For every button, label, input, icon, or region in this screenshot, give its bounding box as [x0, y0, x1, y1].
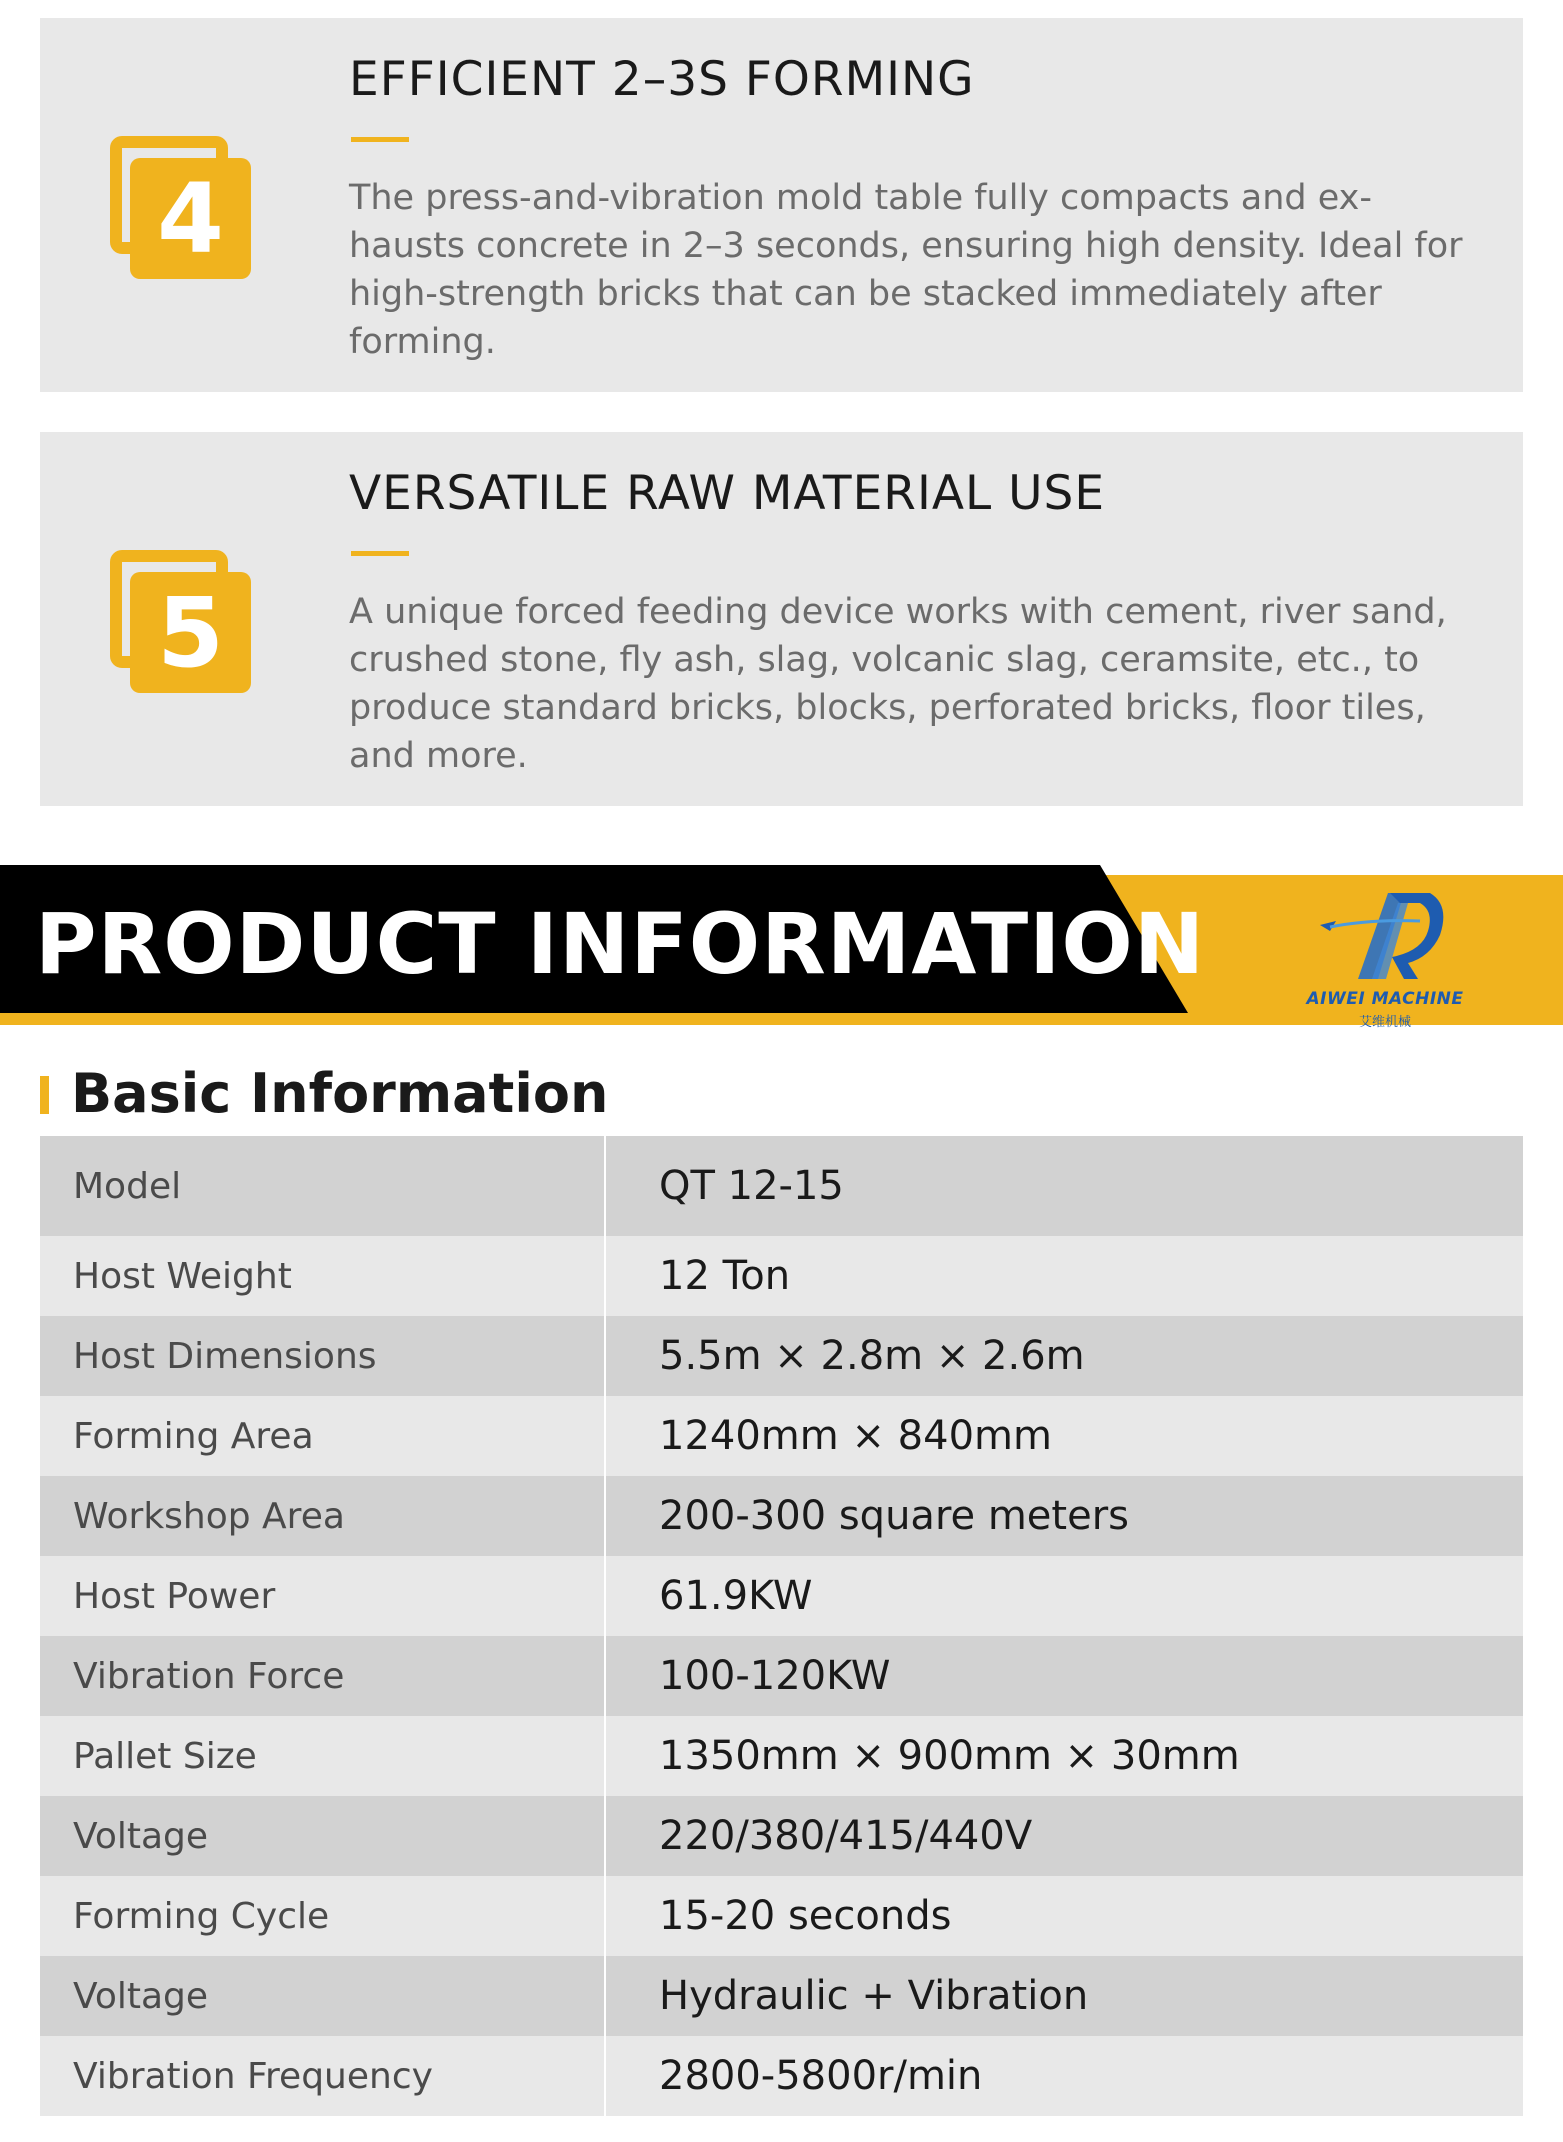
table-row: [40, 1716, 1523, 1796]
table-row: [40, 2036, 1523, 2116]
spec-label: Voltage: [73, 1815, 209, 1857]
spec-label: Forming Area: [73, 1415, 314, 1457]
spec-label: Host Power: [73, 1575, 276, 1617]
spec-value: 1240mm × 840mm: [659, 1413, 1052, 1459]
section-accent-bar: [40, 1076, 49, 1114]
feature-title: EFFICIENT 2–3S FORMING: [349, 52, 975, 107]
title-underline: [351, 551, 409, 556]
table-row: [40, 1476, 1523, 1556]
spec-value: 100-120KW: [659, 1653, 891, 1699]
table-row: [40, 1396, 1523, 1476]
spec-value: 1350mm × 900mm × 30mm: [659, 1733, 1240, 1779]
number-badge-icon: [110, 136, 255, 281]
spec-value: Hydraulic + Vibration: [659, 1973, 1089, 2019]
company-logo: [1300, 885, 1480, 1029]
table-row: [40, 1636, 1523, 1716]
spec-value: QT 12-15: [659, 1163, 844, 1209]
spec-label: Vibration Force: [73, 1655, 345, 1697]
spec-value: 200-300 square meters: [659, 1493, 1129, 1539]
product-info-banner: [0, 865, 1563, 1029]
logo-subtext: 艾维机械: [1358, 1014, 1411, 1029]
feature-description: [349, 588, 1469, 780]
table-row: [40, 1956, 1523, 2036]
spec-label: Voltage: [73, 1975, 209, 2017]
feature-description: [349, 174, 1469, 366]
table-row: [40, 1136, 1523, 1236]
feature-card-5: [40, 432, 1523, 806]
spec-value: 2800-5800r/min: [659, 2053, 983, 2099]
feature-number: 5: [130, 572, 251, 693]
spec-label: Pallet Size: [73, 1735, 257, 1777]
spec-table: [40, 1136, 1523, 2116]
title-underline: [351, 137, 409, 142]
table-row: [40, 1316, 1523, 1396]
spec-label: Vibration Frequency: [73, 2055, 433, 2097]
description-line: produce standard bricks, blocks, perforated bricks, floor tiles,: [349, 688, 1426, 728]
spec-label: Host Dimensions: [73, 1335, 377, 1377]
description-line: hausts concrete in 2–3 seconds, ensuring high density. Ideal for: [349, 226, 1463, 266]
number-badge-icon: [110, 550, 255, 695]
description-line: high-strength bricks that can be stacked immediately after: [349, 274, 1382, 314]
section-title: Basic Information: [71, 1062, 609, 1125]
spec-label: Host Weight: [73, 1255, 292, 1297]
spec-label: Model: [73, 1165, 182, 1207]
spec-value: 15-20 seconds: [659, 1893, 952, 1939]
spec-value: 12 Ton: [659, 1253, 791, 1299]
spec-value: 61.9KW: [659, 1573, 813, 1619]
feature-number: 4: [130, 158, 251, 279]
spec-value: 5.5m × 2.8m × 2.6m: [659, 1333, 1085, 1379]
table-row: [40, 1556, 1523, 1636]
logo-mark-icon: [1300, 885, 1480, 989]
feature-card-4: [40, 18, 1523, 392]
table-row: [40, 1876, 1523, 1956]
logo-text: AIWEI MACHINE: [1306, 989, 1464, 1009]
description-line: and more.: [349, 736, 528, 776]
table-row: [40, 1236, 1523, 1316]
feature-title: VERSATILE RAW MATERIAL USE: [349, 466, 1106, 521]
description-line: The press-and-vibration mold table fully compacts and ex-: [349, 178, 1372, 218]
spec-value: 220/380/415/440V: [659, 1813, 1033, 1859]
spec-label: Workshop Area: [73, 1495, 345, 1537]
spec-label: Forming Cycle: [73, 1895, 330, 1937]
description-line: crushed stone, fly ash, slag, volcanic slag, ceramsite, etc., to: [349, 640, 1420, 680]
table-row: [40, 1796, 1523, 1876]
description-line: A unique forced feeding device works with cement, river sand,: [349, 592, 1447, 632]
banner-title: PRODUCT INFORMATION: [35, 895, 1206, 993]
description-line: forming.: [349, 322, 496, 362]
